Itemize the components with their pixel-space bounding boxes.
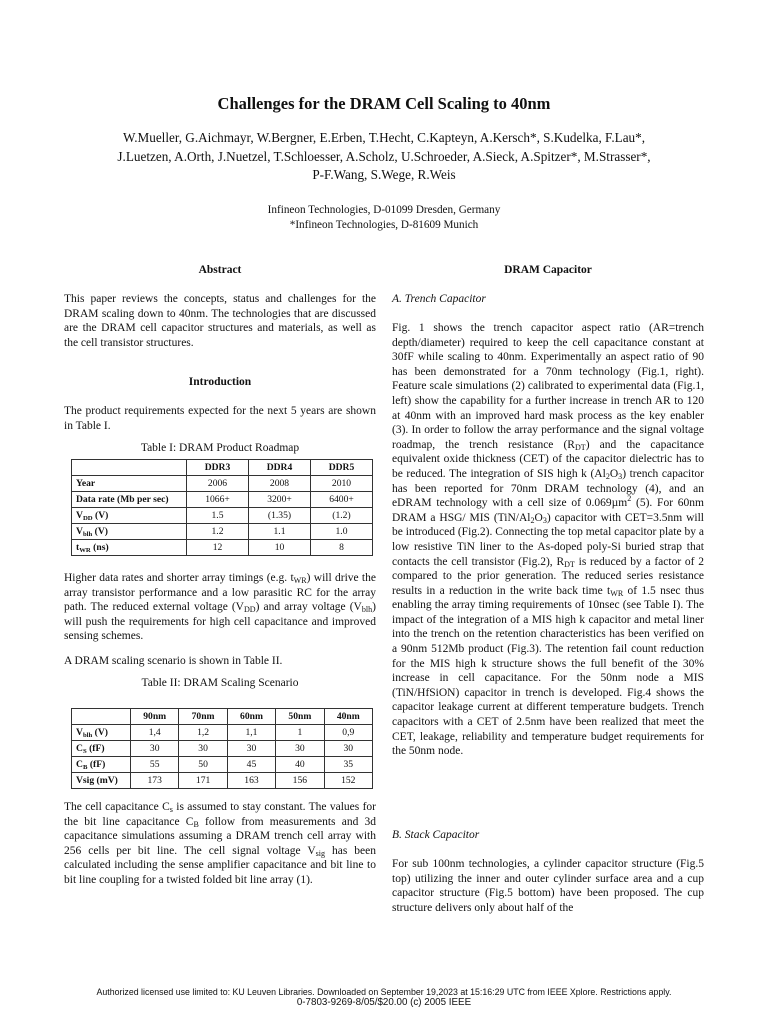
row-label: $V_{blh}$ (V): [72, 524, 187, 540]
row-label: $t_{WR}$ (ns): [72, 540, 187, 556]
affiliation-line: *Infineon Technologies, D-81609 Munich: [289, 219, 479, 231]
table-cell: 8: [311, 540, 373, 556]
table-cell: 45: [227, 757, 275, 773]
row-label: Data rate (Mb per sec): [72, 492, 187, 508]
table-cell: 0,9: [324, 725, 372, 741]
author-line: W.Mueller, G.Aichmayr, W.Bergner, E.Erben, T.Hecht, C.Kapteyn, A.Kersch*, S.Kudelka, F.Lau*,: [122, 130, 646, 145]
table-header-cell: 90nm: [131, 709, 179, 725]
row-label: Year: [72, 476, 187, 492]
table-cell: 2008: [249, 476, 311, 492]
table-row: [72, 492, 373, 508]
table-cell: [72, 709, 131, 725]
table-cell: 173: [131, 773, 179, 789]
paragraph-scaling-scenario: A DRAM scaling scenario is shown in Table II.: [64, 655, 283, 667]
table-header-cell: 60nm: [227, 709, 275, 725]
table-row: [72, 725, 373, 741]
table-cell: 171: [179, 773, 227, 789]
table-cell: 152: [324, 773, 372, 789]
table-row: [72, 540, 373, 556]
table-cell: 30: [324, 741, 372, 757]
table-cell: 1.2: [187, 524, 249, 540]
table-cell: 1.1: [249, 524, 311, 540]
row-label: $V_{blh}$ (V): [72, 725, 131, 741]
author-line: J.Luetzen, A.Orth, J.Nuetzel, T.Schloesser, A.Scholz, U.Schroeder, A.Sieck, A.Spitzer*, M.Strasser*,: [117, 148, 651, 164]
table-header-row: [72, 709, 373, 725]
copyright-line: 0-7803-9269-8/05/$20.00 (c) 2005 IEEE: [296, 997, 472, 1008]
table-cell: [72, 460, 187, 476]
subsection-trench-capacitor: A. Trench Capacitor: [392, 293, 486, 305]
table-cell: (1.2): [311, 508, 373, 524]
affiliation-line: Infineon Technologies, D-01099 Dresden, Germany: [267, 204, 501, 216]
table-cell: 1,1: [227, 725, 275, 741]
introduction-text: The product requirements expected for the next 5 years are shown in Table I.: [64, 405, 376, 432]
table-row: [72, 476, 373, 492]
section-heading-dram-capacitor: DRAM Capacitor: [504, 264, 592, 276]
affiliation: [0, 203, 768, 233]
table1-caption: Table I: DRAM Product Roadmap: [140, 442, 300, 454]
license-notice: Authorized licensed use limited to: KU Leuven Libraries. Downloaded on September 19,2023 at 15:16:29 UTC from IEEE Xplore. Restrictions apply.: [96, 987, 672, 997]
introduction-heading: Introduction: [188, 376, 252, 388]
row-label: $C_S$ (fF): [72, 741, 131, 757]
abstract-heading: Abstract: [198, 264, 242, 276]
table-cell: (1.35): [249, 508, 311, 524]
abstract-text: This paper reviews the concepts, status and challenges for the DRAM scaling down to 40nm. The technologies that are discussed are the DRAM cell capacitor structures and materials, as well as the cell transistor structures.: [64, 293, 376, 349]
table-header-cell: DDR4: [249, 460, 311, 476]
table-cell: 1.5: [187, 508, 249, 524]
table-cell: 12: [187, 540, 249, 556]
table-row: [72, 757, 373, 773]
table-header-cell: DDR5: [311, 460, 373, 476]
table-cell: 1.0: [311, 524, 373, 540]
row-label: $C_B$ (fF): [72, 757, 131, 773]
table-cell: 30: [131, 741, 179, 757]
paragraph-trench-capacitor: Fig. 1 shows the trench capacitor aspect ratio (AR=trench depth/diameter) required to keep the cell capacitance constant at 30fF while scaling to 40nm. Experimentally an aspect ratio of 90 has been demonstrated for a 70nm technology (Fig.1, right). Feature scale simulations (2) calibrated to experimental data (Fig.1, left) show the capability for a further increase in trench AR to 120 at 40nm with an improved hard mask process as the key enabler (3). In order to follow the array performance and the signal voltage roadmap, the trench resistance $(R_{DT})$ and the capacitance equivalent oxide thickness (CET) of the capacitor dielectric has to be reduced. The integration of SIS high k $(Al_2O_3)$ trench capacitor has been reported for 70nm DRAM technology (4), and an eDRAM technology with a cell size of 0.069µm$^2$ (5). For 60nm DRAM a HSG/ MIS $(TiN/Al_2O_3)$ capacitor with CET=3.5nm will be introduced (Fig.2). Connecting the top metal capacitor plate by a low resistive TiN liner to the As-doped poly-Si buried strap that contacts the cell transistor (Fig.2), $R_{DT}$ is reduced by a factor of 2 compared to the prior generation. The reduced series resistance results in a reduction in the write back time $t_{WR}$ of 1.5 nsec thus enabling the array timing requirements of 10nsec (see Table I). The impact of the integration of a MIS high k capacitor and metal liner into the trench on the retention characteristics has been verified on a 90nm 512Mb product (Fig.3). The retention fail count reduction for the MIS high k structure shows the full benefit of the 30% increase in cell capacitance. For the 50nm node a MIS (TiN/HfSiON) capacitor in trench is developed. Fig.4 shows the capacitor leakage current at different temperature budgets. Trench capacitors with a CET of 2.5nm have been realized that meet the CET, leakage, reliability and temperature budget requirements for the 50nm node.: [392, 322, 705, 758]
paper-title: Challenges for the DRAM Cell Scaling to 40nm: [217, 94, 551, 113]
paragraph-array-timing: Higher data rates and shorter array timings (e.g. $t_{WR}$) will drive the array transistor performance and a low parasitic RC for the array path. The reduced external voltage $(V_{DD})$ and array voltage $(V_{blh})$ will push the requirements for high cell capacitance and improved sensing schemes.: [64, 572, 376, 643]
paragraph-stack-capacitor: For sub 100nm technologies, a cylinder capacitor structure (Fig.5 top) utilizing the inner and outer cylinder surface area and a cup capacitor structure (Fig.5 bottom) have been proposed. The cup structure delivers only about half of the: [392, 858, 704, 914]
table-header-cell: 50nm: [276, 709, 324, 725]
table-cell: 2006: [187, 476, 249, 492]
table-header-cell: 40nm: [324, 709, 372, 725]
row-label: $V_{DD}$ (V): [72, 508, 187, 524]
table-cell: 1: [276, 725, 324, 741]
row-label: Vsig (mV): [72, 773, 131, 789]
table-cell: 10: [249, 540, 311, 556]
table-cell: 50: [179, 757, 227, 773]
paragraph-cell-capacitance: The cell capacitance $C_s$ is assumed to stay constant. The values for the bit line capacitance $C_B$ follow from measurements and 3d capacitance simulations assuming a DRAM trench cell array with 256 cells per bit line. The cell signal voltage $V_{sig}$ has been calculated including the sense amplifier capacitance and bit line to bit line coupling for a twisted folded bit line array (1).: [64, 801, 376, 886]
table-cell: 55: [131, 757, 179, 773]
table-row: [72, 508, 373, 524]
table-row: [72, 524, 373, 540]
table-cell: 3200+: [249, 492, 311, 508]
table-header-cell: DDR3: [187, 460, 249, 476]
table-cell: 30: [227, 741, 275, 757]
table-cell: 30: [179, 741, 227, 757]
table-cell: 30: [276, 741, 324, 757]
table-header-cell: 70nm: [179, 709, 227, 725]
author-line: P-F.Wang, S.Wege, R.Weis: [312, 167, 456, 182]
table-cell: 156: [276, 773, 324, 789]
table-cell: 1,2: [179, 725, 227, 741]
table-header-row: [72, 460, 373, 476]
table-cell: 40: [276, 757, 324, 773]
table-cell: 1,4: [131, 725, 179, 741]
table-scaling-scenario: [71, 708, 373, 789]
subsection-stack-capacitor: B. Stack Capacitor: [392, 829, 480, 841]
table-row: [72, 741, 373, 757]
table-cell: 2010: [311, 476, 373, 492]
table-product-roadmap: [71, 459, 373, 556]
table-cell: 1066+: [187, 492, 249, 508]
table-cell: 163: [227, 773, 275, 789]
table-row: [72, 773, 373, 789]
table-cell: 6400+: [311, 492, 373, 508]
table2-caption: Table II: DRAM Scaling Scenario: [141, 677, 299, 689]
author-list: [40, 129, 728, 185]
table-cell: 35: [324, 757, 372, 773]
